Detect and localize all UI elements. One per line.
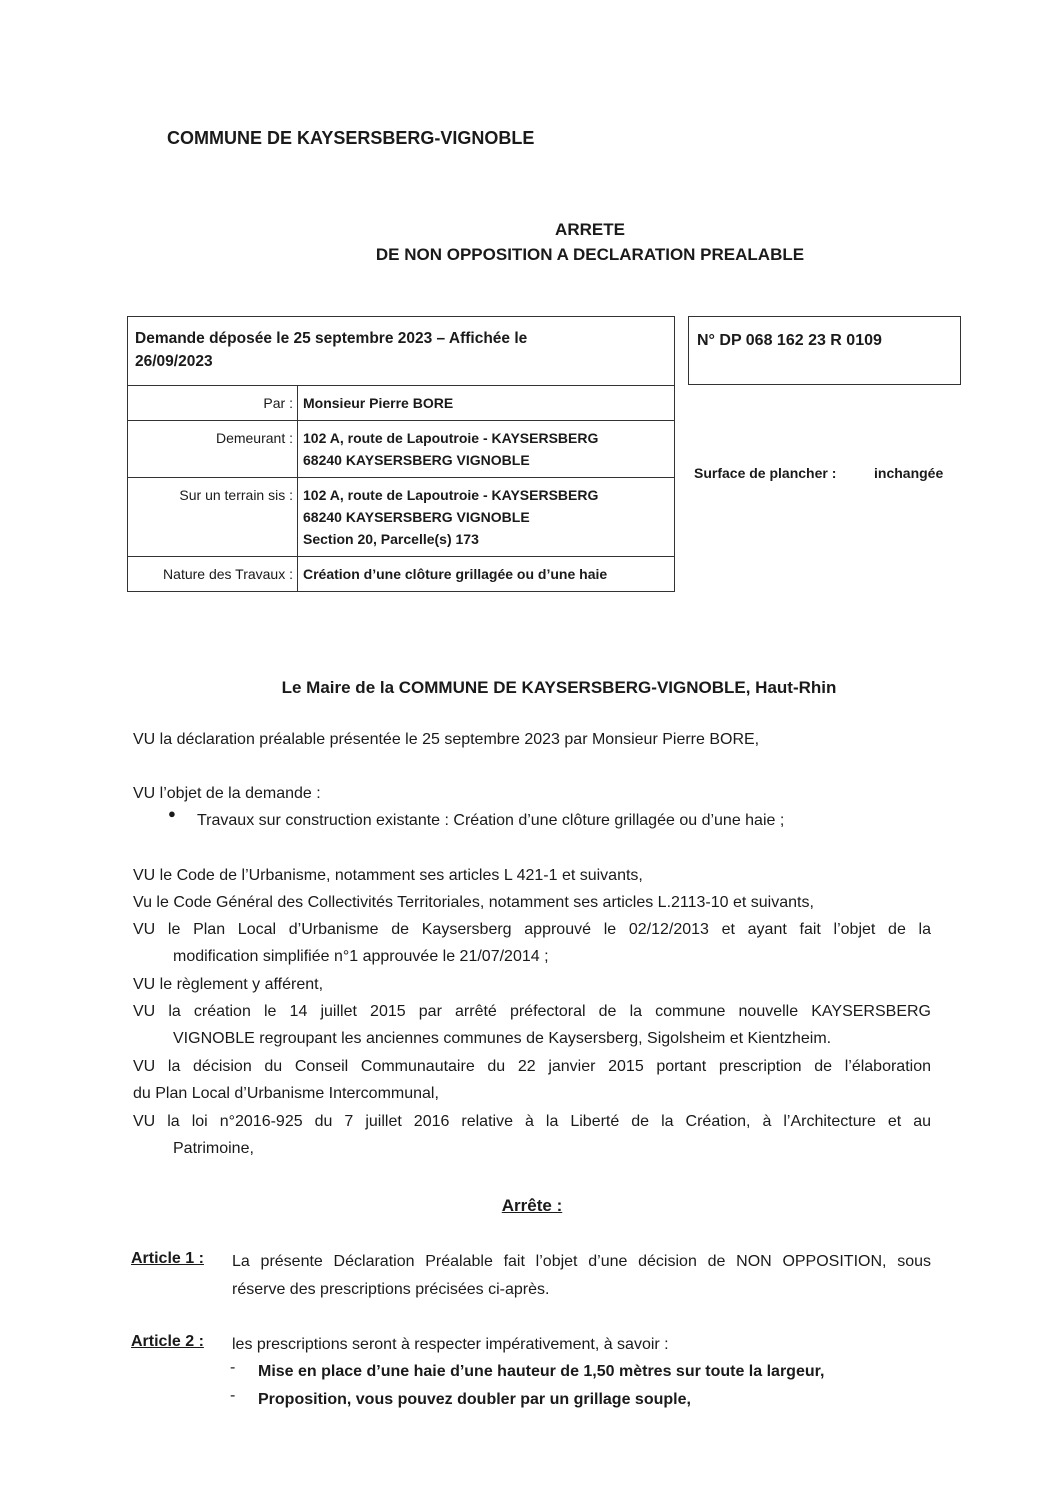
surface-value: inchangée — [874, 465, 944, 481]
land-label: Sur un terrain sis : — [128, 478, 298, 556]
works-value — [298, 557, 674, 591]
objet-item: Travaux sur construction existante : Création d’une clôture grillagée ou d’une haie ; — [197, 812, 785, 829]
vu-creation-line2: VIGNOBLE regroupant les anciennes communes de Kaysersberg, Sigolsheim et Kientzheim. — [173, 1030, 832, 1047]
request-row-applicant — [128, 386, 674, 421]
vu-reglement: VU le règlement y afférent, — [133, 976, 324, 993]
residence-city: 68240 KAYSERSBERG VIGNOBLE — [303, 452, 530, 468]
surface-label: Surface de plancher : — [694, 465, 837, 481]
document-subtitle: DE NON OPPOSITION A DECLARATION PREALABLE — [375, 245, 805, 264]
dash-marker: - — [230, 1359, 236, 1376]
applicant-value — [298, 386, 674, 420]
residence-label: Demeurant : — [128, 421, 298, 477]
commune-name: COMMUNE DE KAYSERSBERG-VIGNOBLE — [167, 128, 535, 148]
request-table — [127, 316, 675, 592]
residence-street: 102 A, route de Lapoutroie - KAYSERSBERG — [303, 430, 599, 446]
request-row-works — [128, 557, 674, 591]
request-row-land — [128, 478, 674, 557]
vu-plu-line1: VU le Plan Local d’Urbanisme de Kaysersberg approuvé le 02/12/2013 et ayant fait l’objet de la — [133, 921, 931, 938]
dossier-number-box — [688, 316, 961, 385]
article-1-line2: réserve des prescriptions précisées ci-après. — [232, 1281, 550, 1298]
bullet-icon: ● — [168, 806, 176, 821]
land-street: 102 A, route de Lapoutroie - KAYSERSBERG — [303, 487, 599, 503]
works-label: Nature des Travaux : — [128, 557, 298, 591]
request-date-line: Demande déposée le 25 septembre 2023 – Affichée le — [135, 330, 528, 347]
vu-loi-line2: Patrimoine, — [173, 1140, 254, 1157]
request-row-residence — [128, 421, 674, 478]
vu-plu-line2: modification simplifiée n°1 approuvée le 21/07/2014 ; — [173, 948, 549, 965]
article-2-item1: Mise en place d’une haie d’une hauteur de 1,50 mètres sur toute la largeur, — [258, 1363, 825, 1380]
request-display-date: 26/09/2023 — [135, 353, 213, 370]
dash-marker: - — [230, 1387, 236, 1404]
vu-loi-line1: VU la loi n°2016-925 du 7 juillet 2016 relative à la Liberté de la Création, à l’Architecture et au — [133, 1113, 931, 1130]
article-2-label: Article 2 : — [131, 1333, 204, 1350]
applicant-name: Monsieur Pierre BORE — [303, 395, 454, 411]
applicant-label: Par : — [128, 386, 298, 420]
residence-value — [298, 421, 674, 477]
mayor-heading: Le Maire de la COMMUNE DE KAYSERSBERG-VIGNOBLE, Haut-Rhin — [281, 678, 837, 697]
land-value — [298, 478, 674, 556]
vu-conseil-line1: VU la décision du Conseil Communautaire du 22 janvier 2015 portant prescription de l’élaboration — [133, 1058, 931, 1075]
vu-objet: VU l’objet de la demande : — [133, 785, 321, 802]
works-description: Création d’une clôture grillagée ou d’une haie — [303, 566, 608, 582]
vu-code-urbanisme: VU le Code de l’Urbanisme, notamment ses articles L 421-1 et suivants, — [133, 867, 643, 884]
article-1-line1: La présente Déclaration Préalable fait l’objet d’une décision de NON OPPOSITION, sous — [232, 1253, 931, 1270]
land-city: 68240 KAYSERSBERG VIGNOBLE — [303, 509, 530, 525]
arrete-heading: Arrête : — [501, 1196, 563, 1215]
vu-cgct: Vu le Code Général des Collectivités Territoriales, notamment ses articles L.2113-10 et suivants, — [133, 894, 814, 911]
article-1-label: Article 1 : — [131, 1250, 204, 1267]
document-title: ARRETE — [555, 220, 625, 239]
dossier-number: N° DP 068 162 23 R 0109 — [697, 332, 882, 349]
vu-creation-line1: VU la création le 14 juillet 2015 par arrêté préfectoral de la commune nouvelle KAYSERSBERG — [133, 1003, 931, 1020]
request-heading — [128, 317, 674, 386]
article-2-item2: Proposition, vous pouvez doubler par un grillage souple, — [258, 1391, 691, 1408]
vu-declaration: VU la déclaration préalable présentée le 25 septembre 2023 par Monsieur Pierre BORE, — [133, 731, 760, 748]
article-2-intro: les prescriptions seront à respecter impérativement, à savoir : — [232, 1336, 669, 1353]
vu-conseil-line2: du Plan Local d’Urbanisme Intercommunal, — [133, 1085, 439, 1102]
land-parcel: Section 20, Parcelle(s) 173 — [303, 531, 479, 547]
